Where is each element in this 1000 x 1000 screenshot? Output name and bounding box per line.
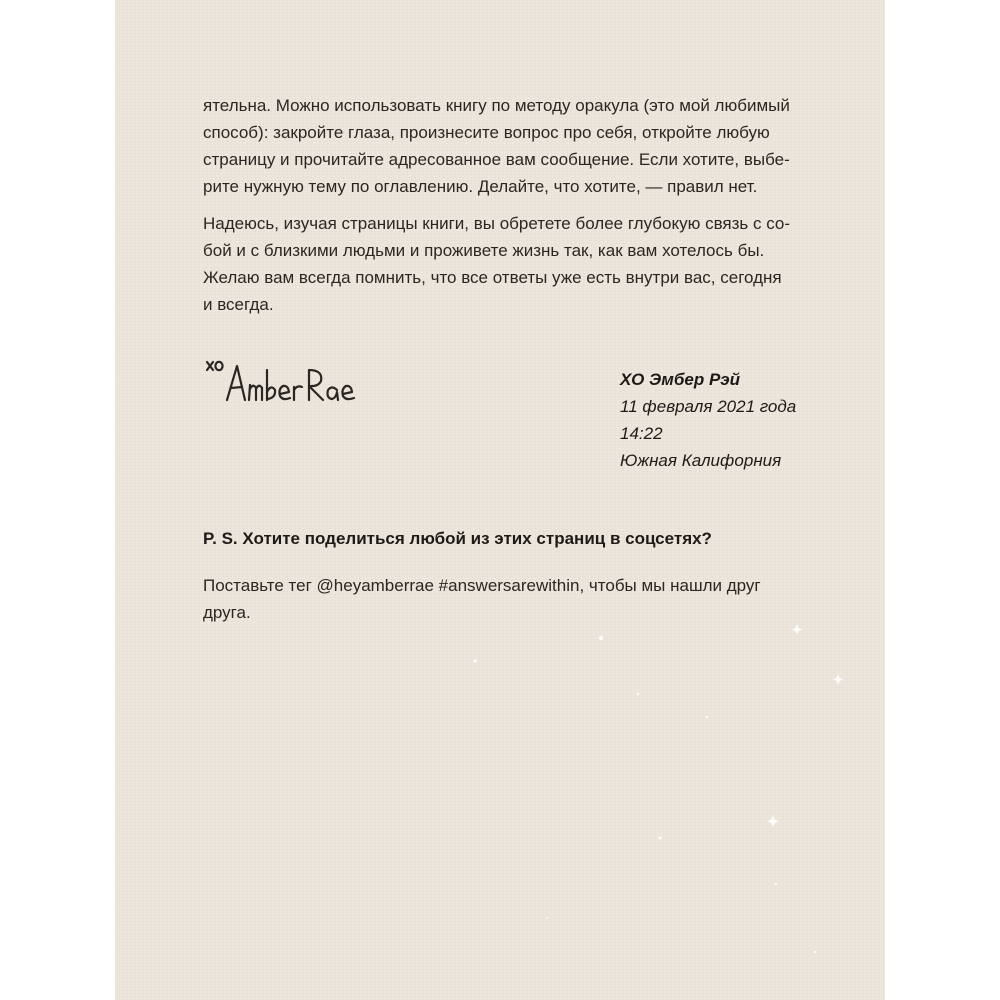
sign-time: 14:22 xyxy=(620,424,663,443)
signature-details xyxy=(620,366,796,474)
star-icon xyxy=(833,674,844,685)
text-line: и всегда. xyxy=(203,295,274,314)
star-icon xyxy=(814,951,816,953)
sign-place: Южная Калифорния xyxy=(620,451,782,470)
text-line: способ): закройте глаза, произнесите вопрос про себя, откройте любую xyxy=(203,123,770,142)
paragraph-wishes xyxy=(203,210,803,318)
text-line: Желаю вам всегда помнить, что все ответы уже есть внутри вас, сегодня xyxy=(203,268,782,287)
paragraph-intro xyxy=(203,92,803,200)
star-icon xyxy=(775,883,778,886)
postscript-text xyxy=(203,572,803,626)
star-icon xyxy=(637,693,640,696)
text-line: бой и с близкими людьми и проживете жизнь так, как вам хотелось бы. xyxy=(203,241,765,260)
sign-date: 11 февраля 2021 года xyxy=(620,397,797,416)
text-line: Надеюсь, изучая страницы книги, вы обретете более глубокую связь с со- xyxy=(203,214,791,233)
star-icon xyxy=(767,815,780,828)
postscript-heading: P. S. Хотите поделиться любой из этих страниц в соцсетях? xyxy=(203,529,712,548)
signature-icon xyxy=(205,352,365,412)
author-name: ХО Эмбер Рэй xyxy=(620,370,741,389)
text-line: друга. xyxy=(203,603,251,622)
text-line: ятельна. Можно использовать книгу по методу оракула (это мой любимый xyxy=(203,96,790,115)
star-icon xyxy=(706,716,708,718)
star-icon xyxy=(546,917,548,919)
text-line: рите нужную тему по оглавлению. Делайте, что хотите, — правил нет. xyxy=(203,177,758,196)
star-icon xyxy=(659,837,662,840)
book-page xyxy=(115,0,885,1000)
text-line: страницу и прочитайте адресованное вам сообщение. Если хотите, выбе- xyxy=(203,150,790,169)
text-line: Поставьте тег @heyamberrae #answersarewithin, чтобы мы нашли друг xyxy=(203,576,761,595)
star-icon xyxy=(473,659,477,663)
handwritten-signature xyxy=(205,352,365,412)
star-icon xyxy=(599,636,603,640)
